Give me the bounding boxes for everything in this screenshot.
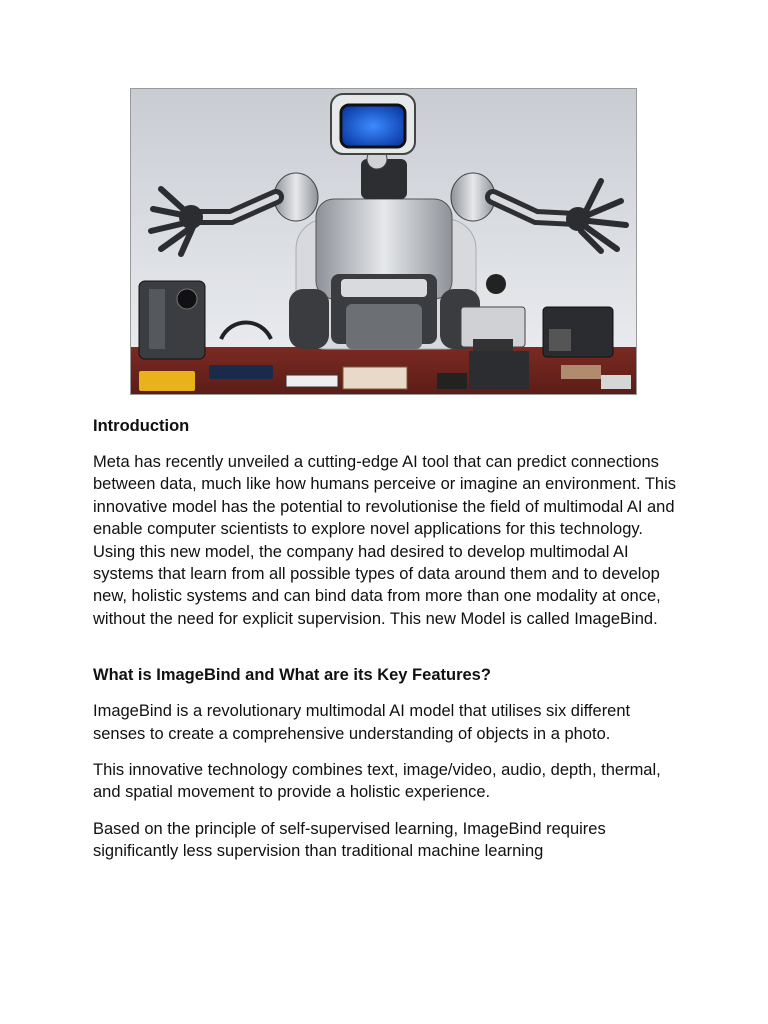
article-content [93,415,683,877]
robot-with-devices-icon [131,89,637,395]
paragraph: This innovative technology combines text, image/video, audio, depth, thermal, and spatial movement to provide a holistic experience. [93,761,661,802]
hero-image [130,88,637,395]
paragraph: ImageBind is a revolutionary multimodal AI model that utilises six different senses to create a comprehensive understanding of objects in a photo. [93,702,631,743]
spacer [93,644,683,664]
paragraph: Based on the principle of self-supervised learning, ImageBind requires significantly less supervision than traditional machine learning [93,819,606,861]
section-heading-introduction: Introduction [93,417,190,435]
paragraph: Meta has recently unveiled a cutting-edge AI tool that can predict connections between data, much like how humans perceive or imagine an environment. This innovative model has the potential to revolutionise the field of multimodal AI and enable computer scientists to explore novel applications for this technology. Using this new model, the company had desired to develop multimodal AI systems that learn from all possible types of data around them and to develop new, holistic systems and can bind data from more than one modality at once, without the need for explicit supervision. This new Model is called ImageBind. [93,453,677,628]
section-heading-features: What is ImageBind and What are its Key Features? [93,666,491,685]
